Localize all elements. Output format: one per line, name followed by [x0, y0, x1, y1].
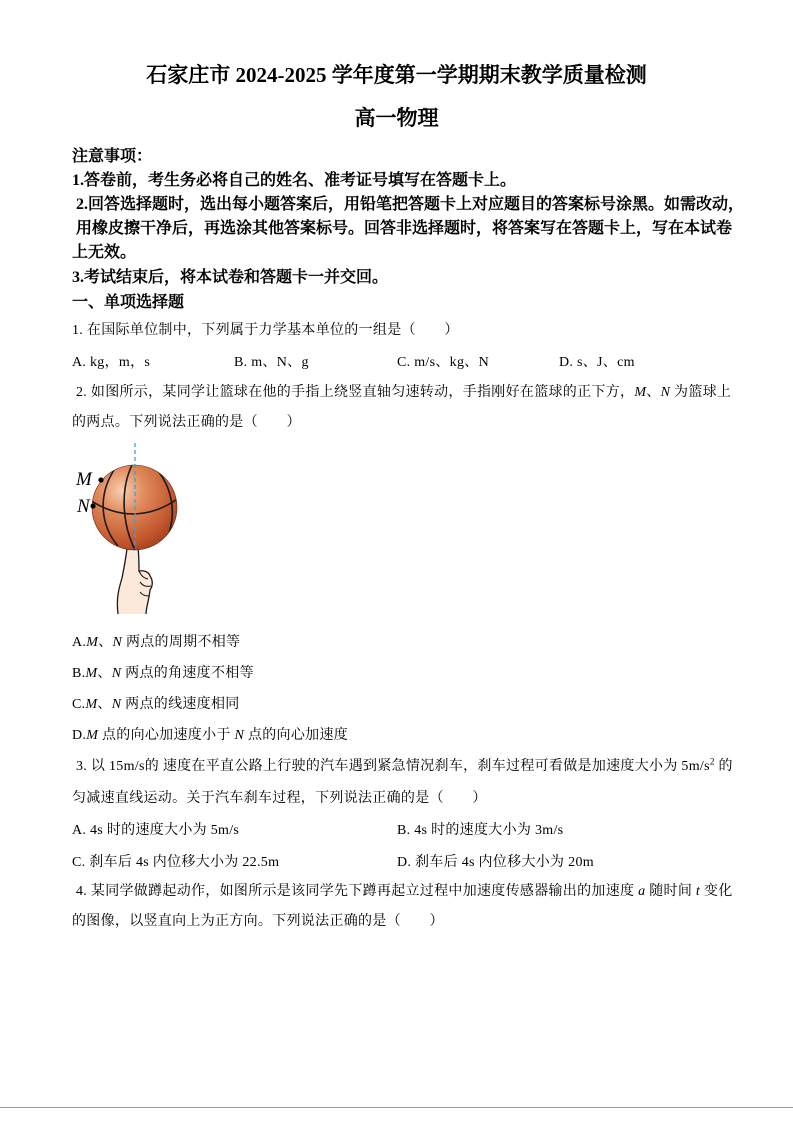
q3-stem-line-2: 匀减速直线运动。关于汽车刹车过程，下列说法正确的是（ ） [72, 791, 487, 806]
q4-stem-text-mid: 随时间 [645, 884, 696, 899]
q2-stem-line-1 [76, 383, 731, 403]
exam-title: 石家庄市 2024-2025 学年度第一学期期末教学质量检测 [146, 63, 647, 87]
option-label: D. [72, 728, 87, 743]
q2-option-a [72, 633, 240, 653]
notice-item-1: 1.答卷前，考生务必将自己的姓名、准考证号填写在答题卡上。 [72, 172, 517, 189]
notice-item-2-line-1: 2.回答选择题时，选出每小题答案后，用铅笔把答题卡上对应题目的答案标号涂黑。如需改动， [76, 196, 745, 213]
q3-option-c: C. 刹车后 4s 内位移大小为 22.5m [72, 855, 280, 870]
q2-option-b [72, 664, 254, 684]
q1-option-b: B. m、N、g [234, 355, 309, 370]
exam-subject: 高一物理 [354, 106, 439, 130]
notice-heading: 注意事项： [72, 148, 153, 165]
q1-stem: 1. 在国际单位制中，下列属于力学基本单位的一组是（ ） [72, 323, 459, 338]
separator: 、 [97, 666, 112, 681]
var-m: M [85, 697, 98, 712]
hand-finger [117, 548, 152, 614]
option-text-end: 点的向心加速度 [244, 728, 349, 743]
notice-item-3: 3.考试结束后，将本试卷和答题卡一并交回。 [72, 269, 389, 286]
option-label: A. [72, 635, 87, 650]
q1-option-d: D. s、J、cm [559, 355, 635, 370]
q3-stem-line-1 [76, 757, 733, 777]
q4-stem-line-2: 的图像，以竖直向上为正方向。下列说法正确的是（ ） [72, 914, 444, 929]
label-n: N [77, 496, 90, 517]
var-n: N [660, 385, 671, 400]
option-label: B. [72, 666, 86, 681]
option-label: C. [72, 697, 86, 712]
q1-option-a: A. kg，m，s [72, 355, 151, 370]
var-m: M [86, 728, 99, 743]
q2-stem-line-2: 的两点。下列说法正确的是（ ） [72, 415, 301, 430]
q4-stem-text-end: 变化 [700, 884, 733, 899]
var-n: N [111, 666, 122, 681]
var-m: M [86, 635, 99, 650]
separator: 、 [98, 635, 113, 650]
q4-stem-text: 4. 某同学做蹲起动作，如图所示是该同学先下蹲再起立过程中加速度传感器输出的加速度 [76, 884, 639, 899]
q4-stem-line-1 [76, 882, 733, 902]
q1-option-c: C. m/s、kg、N [397, 355, 489, 370]
separator: 、 [97, 697, 112, 712]
basketball-figure [70, 440, 185, 618]
option-text: 两点的周期不相等 [122, 635, 241, 650]
q2-option-d [72, 726, 348, 746]
point-n-dot [90, 503, 95, 508]
var-m: M [85, 666, 98, 681]
section-heading: 一、单项选择题 [72, 294, 185, 311]
notice-item-2-line-2: 用橡皮擦干净后，再选涂其他答案标号。回答非选择题时，将答案写在答题卡上，写在本试卷 [76, 220, 733, 237]
q2-stem-text-end: 为篮球上 [670, 385, 732, 400]
q3-stem-text-end: 的 [714, 759, 733, 774]
q2-option-c [72, 695, 240, 715]
q3-option-d: D. 刹车后 4s 内位移大小为 20m [397, 855, 594, 870]
var-m: M [634, 385, 647, 400]
notice-item-2-line-3: 上无效。 [72, 244, 137, 261]
var-n: N [234, 728, 245, 743]
q2-stem-text: 2. 如图所示，某同学让篮球在他的手指上绕竖直轴匀速转动，手指刚好在篮球的正下方， [76, 385, 635, 400]
option-text: 两点的线速度相同 [121, 697, 240, 712]
q3-option-b: B. 4s 时的速度大小为 3m/s [397, 823, 564, 838]
page-bottom-rule [0, 1107, 793, 1108]
var-n: N [111, 697, 122, 712]
option-text: 两点的角速度不相等 [121, 666, 254, 681]
option-text: 点的向心加速度小于 [98, 728, 235, 743]
separator: 、 [646, 385, 661, 400]
q3-stem-text: 3. 以 15m/s的 速度在平直公路上行驶的汽车遇到紧急情况刹车，刹车过程可看做是加速度大小为 5m/s [76, 759, 710, 774]
var-a: a [638, 884, 646, 899]
point-m-dot [98, 477, 103, 482]
label-m: M [76, 469, 92, 490]
var-n: N [112, 635, 123, 650]
q3-option-a: A. 4s 时的速度大小为 5m/s [72, 823, 240, 838]
exponent: 2 [709, 756, 715, 767]
var-t: t [695, 884, 701, 899]
